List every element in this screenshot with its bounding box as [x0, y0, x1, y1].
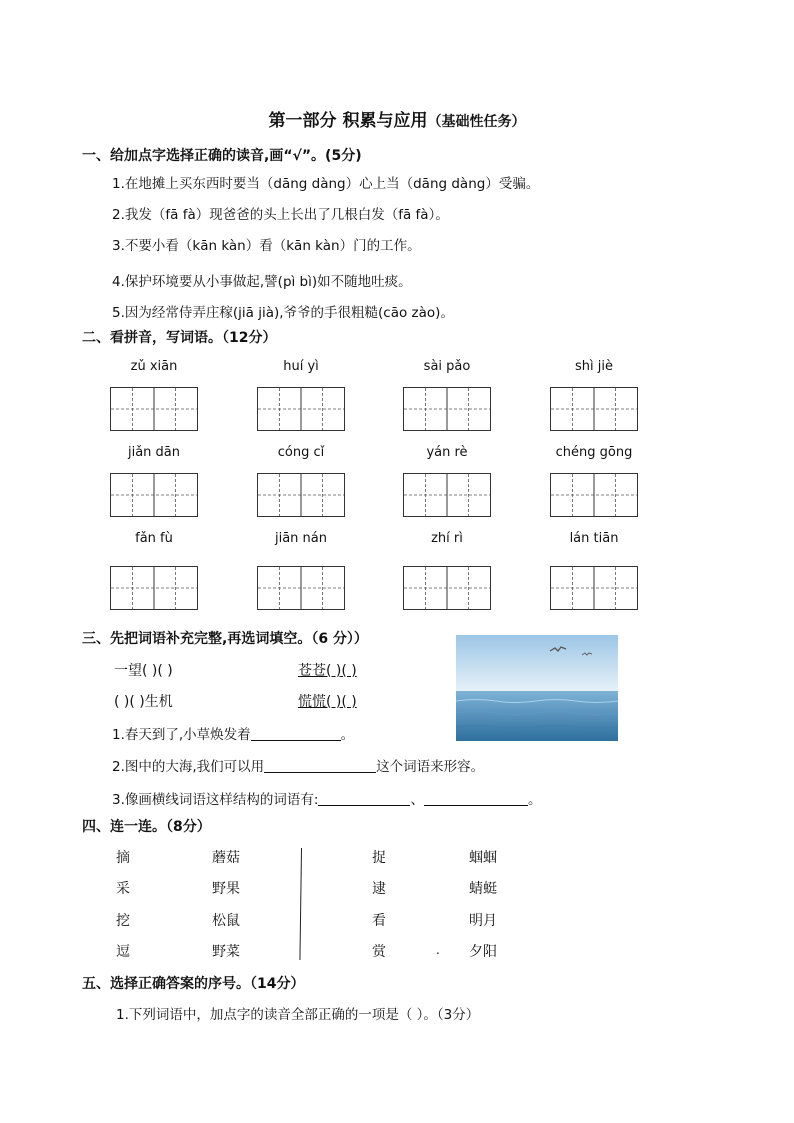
match-left-verb[interactable]: 采	[116, 881, 130, 897]
writing-grid[interactable]	[110, 387, 198, 431]
blank-3[interactable]	[318, 791, 410, 806]
section-5-heading: 五、选择正确答案的序号。（14分）	[82, 976, 305, 992]
writing-grid[interactable]	[550, 387, 638, 431]
match-right-verb[interactable]: 赏	[372, 944, 386, 960]
sea-seagull-image	[456, 635, 618, 741]
writing-grid[interactable]	[110, 473, 198, 517]
sea-photo	[456, 635, 618, 741]
s1-item-2: 2.我发（fā fà）现爸爸的头上长出了几根白发（fā fà）。	[112, 207, 449, 223]
pinyin-label: fǎn fù	[135, 531, 173, 546]
pinyin-label: chéng gōng	[555, 445, 633, 460]
section-3-heading: 三、先把词语补充完整,再选词填空。（6 分））	[82, 631, 368, 647]
match-right-noun[interactable]: 蝈蝈	[469, 850, 497, 866]
writing-grid[interactable]	[257, 566, 345, 610]
writing-grid[interactable]	[403, 473, 491, 517]
section-2-heading: 二、看拼音，写词语。（12分）	[82, 330, 277, 346]
title-main: 第一部分 积累与应用	[268, 111, 428, 131]
title-sub: （基础性任务）	[427, 114, 526, 130]
pinyin-label: lán tiān	[569, 531, 619, 546]
match-right-verb[interactable]: 逮	[372, 881, 386, 897]
s3-row1-right: 苍苍( )( )	[298, 663, 357, 679]
pinyin-label: huí yì	[283, 359, 319, 374]
s3-q3: 3.像画横线词语这样结构的词语有: 、 。	[112, 792, 542, 808]
writing-grid[interactable]	[403, 387, 491, 431]
match-left-verb[interactable]: 挖	[116, 913, 130, 929]
match-right-verb[interactable]: 捉	[372, 850, 386, 866]
section-1-heading: 一、给加点字选择正确的读音,画“√”。(5分)	[82, 148, 362, 164]
match-right-noun[interactable]: 明月	[469, 913, 497, 929]
blank-1[interactable]	[251, 726, 341, 741]
divider-line	[299, 848, 302, 960]
writing-grid[interactable]	[403, 566, 491, 610]
s1-item-4: 4.保护环境要从小事做起,譬(pì bì)如不随地吐痰。	[112, 274, 412, 290]
pinyin-label: cóng cǐ	[277, 445, 325, 460]
writing-grid[interactable]	[110, 566, 198, 610]
s3-row2-left: ( )( )生机	[114, 694, 173, 710]
s1-item-1: 1.在地摊上买东西时要当（dāng dàng）心上当（dāng dàng）受骗。	[112, 176, 540, 192]
s1-item-5: 5.因为经常侍弄庄稼(jiā jià),爷爷的手很粗糙(cāo zào)。	[112, 305, 454, 321]
match-right-verb[interactable]: 看	[372, 913, 386, 929]
s3-q1: 1.春天到了,小草焕发着 。	[112, 727, 355, 743]
match-right-noun[interactable]: 蜻蜓	[469, 881, 497, 897]
stray-dot: .	[436, 943, 440, 957]
pinyin-label: jiǎn dān	[127, 445, 181, 460]
writing-grid[interactable]	[257, 473, 345, 517]
writing-grid[interactable]	[550, 566, 638, 610]
writing-grid[interactable]	[257, 387, 345, 431]
pinyin-label: yán rè	[426, 445, 468, 460]
match-left-noun[interactable]: 松鼠	[212, 913, 240, 929]
pinyin-label: sài pǎo	[423, 359, 471, 374]
blank-4[interactable]	[424, 791, 528, 806]
match-left-noun[interactable]: 野菜	[212, 944, 240, 960]
section-4-heading: 四、连一连。（8分）	[82, 819, 211, 835]
pinyin-label: zhí rì	[431, 531, 463, 546]
match-left-verb[interactable]: 逗	[116, 944, 130, 960]
blank-2[interactable]	[264, 758, 376, 773]
s5-q1: 1.下列词语中，加点字的读音全部正确的一项是（ ）。（3分）	[116, 1007, 480, 1023]
s1-item-3: 3.不要小看（kān kàn）看（kān kàn）门的工作。	[112, 238, 421, 254]
pinyin-label: shì jiè	[575, 359, 613, 374]
writing-grid[interactable]	[550, 473, 638, 517]
match-left-noun[interactable]: 野果	[212, 881, 240, 897]
s3-q2: 2.图中的大海,我们可以用 这个词语来形容。	[112, 759, 485, 775]
pinyin-label: jiān nán	[274, 531, 327, 546]
match-right-noun[interactable]: 夕阳	[469, 944, 497, 960]
page-title	[0, 106, 794, 131]
match-left-noun[interactable]: 蘑菇	[212, 850, 240, 866]
pinyin-label: zǔ xiān	[130, 359, 178, 374]
match-left-verb[interactable]: 摘	[116, 850, 130, 866]
s3-row1-left: 一望( )( )	[114, 663, 173, 679]
s3-row2-right: 慌慌( )( )	[298, 694, 357, 710]
